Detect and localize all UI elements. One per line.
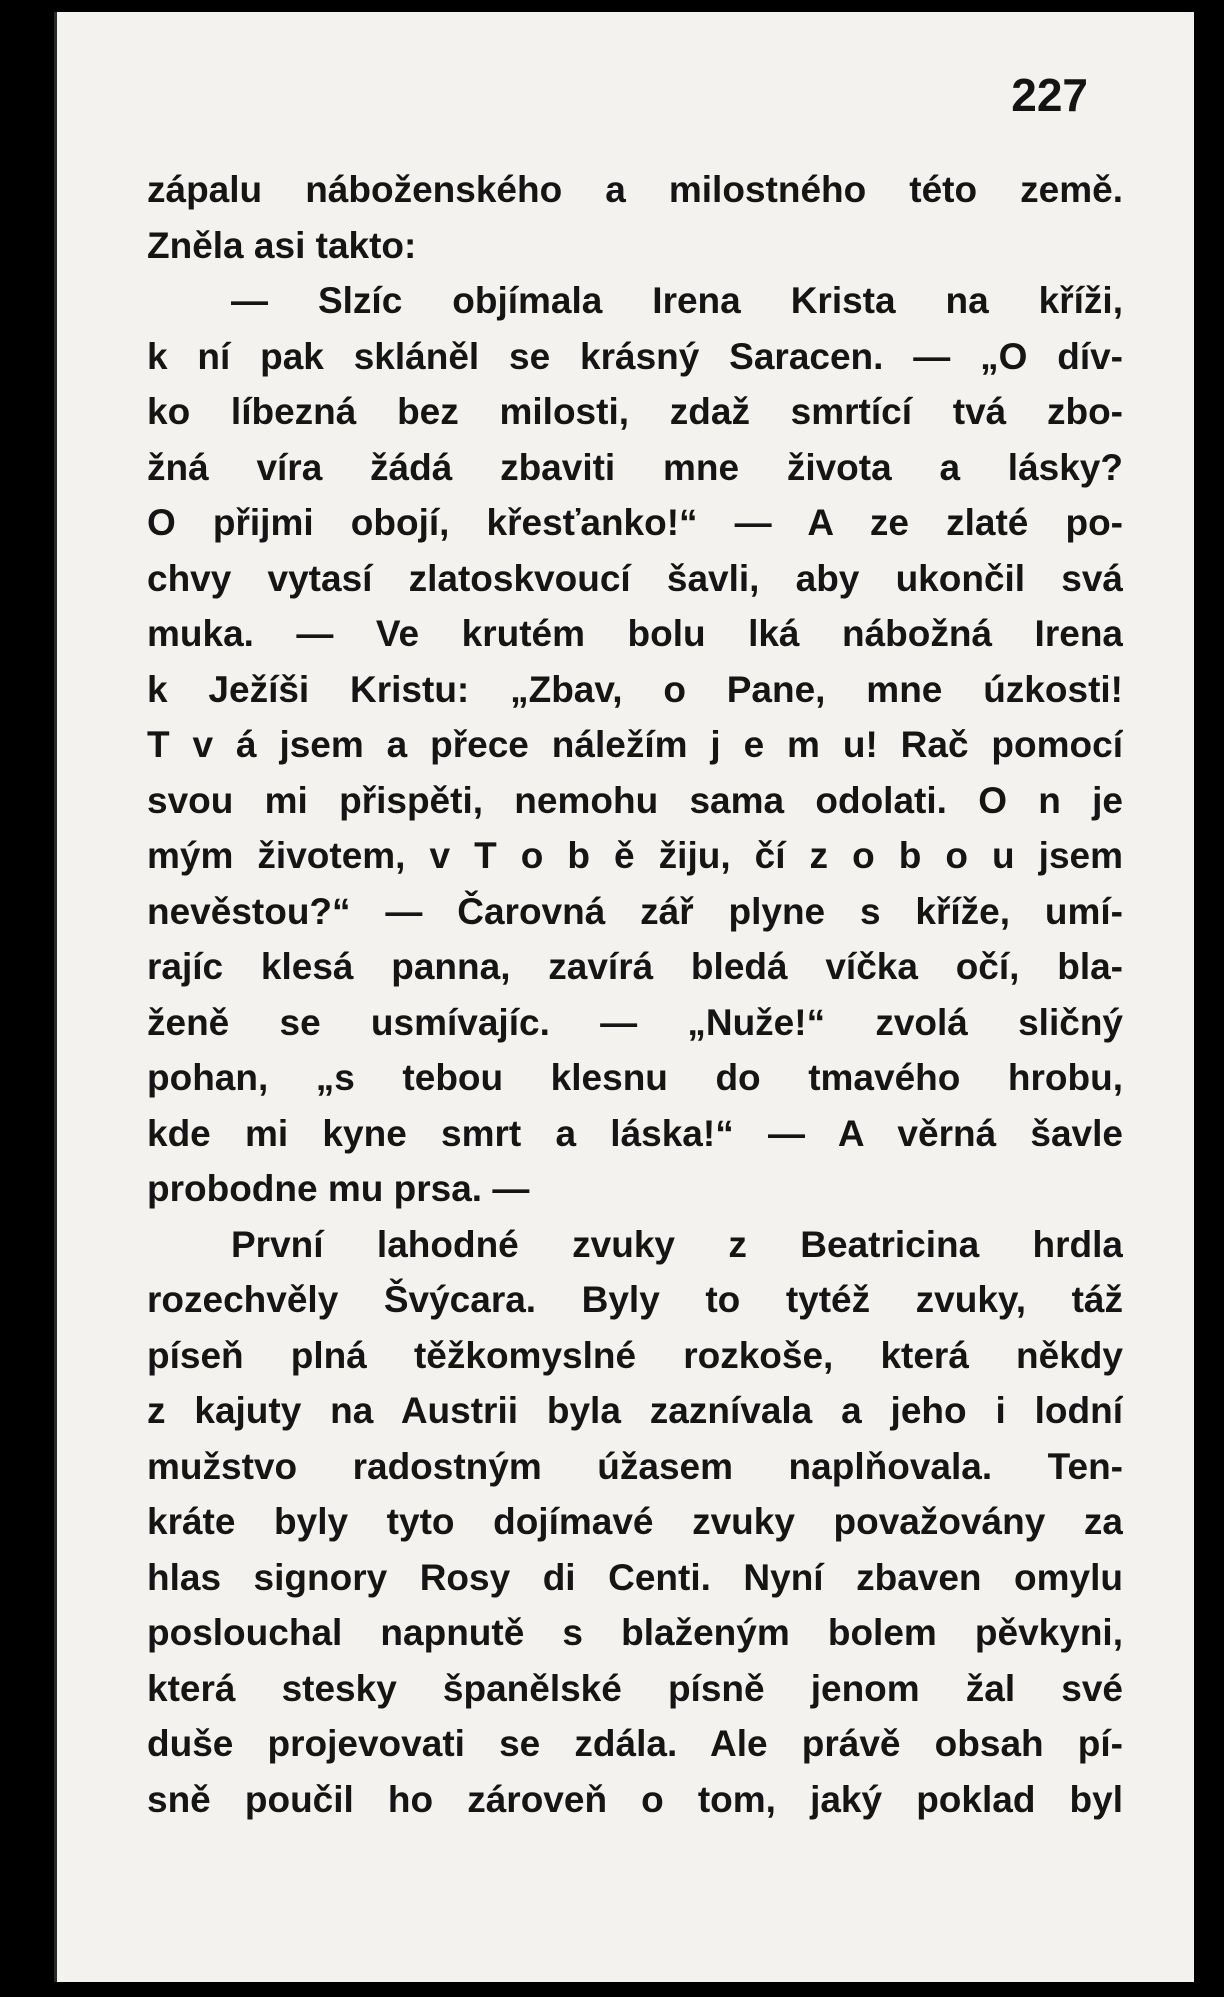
text-line: nevěstou?“ — Čarovná zář plyne s kříže, umí-: [147, 890, 1123, 932]
text-line: O přijmi obojí, křesťanko!“ — A ze zlaté po-: [147, 502, 1123, 543]
text-line: zápalu náboženského a milostného této země.: [147, 169, 1123, 210]
text-line: která stesky španělské písně jenom žal své: [147, 1667, 1123, 1709]
book-page: [54, 12, 1194, 1982]
text-line: kráte byly tyto dojímavé zvuky považovány za: [147, 1501, 1123, 1542]
text-line: hlas signory Rosy di Centi. Nyní zbaven omylu: [147, 1556, 1123, 1598]
text-line: chvy vytasí zlatoskvoucí šavli, aby ukončil svá: [147, 557, 1123, 599]
text-line: rajíc klesá panna, zavírá bledá víčka očí, bla-: [147, 946, 1123, 987]
page-text: [147, 162, 1123, 1827]
text-line: Zněla asi takto:: [147, 224, 417, 266]
text-line: První lahodné zvuky z Beatricina hrdla: [231, 1223, 1123, 1265]
text-line: k Ježíši Kristu: „Zbav, o Pane, mne úzkosti!: [147, 668, 1123, 710]
text-line: probodne mu prsa. —: [147, 1168, 530, 1209]
text-line: muka. — Ve krutém bolu lká nábožná Irena: [147, 613, 1123, 654]
text-line: ko líbezná bez milosti, zdaž smrtící tvá zbo-: [147, 391, 1123, 432]
text-line: duše projevovati se zdála. Ale právě obsah pí-: [147, 1723, 1123, 1764]
text-line: svou mi přispěti, nemohu sama odolati. O n je: [147, 779, 1123, 821]
text-line: — Slzíc objímala Irena Krista na kříži,: [231, 280, 1123, 321]
text-line: k ní pak skláněl se krásný Saracen. — „O dív-: [147, 335, 1123, 377]
text-line: mužstvo radostným úžasem naplňovala. Ten-: [147, 1445, 1123, 1487]
text-line: poslouchal napnutě s blaženým bolem pěvkyni,: [147, 1612, 1123, 1653]
text-line: T v á jsem a přece náležím j e m u! Rač pomocí: [147, 724, 1123, 765]
text-line: mým životem, v T o b ě žiju, čí z o b o u jsem: [147, 835, 1123, 876]
text-line: z kajuty na Austrii byla zaznívala a jeho i lodní: [147, 1390, 1123, 1431]
text-line: žná víra žádá zbaviti mne života a lásky?: [147, 446, 1123, 488]
text-line: píseň plná těžkomyslné rozkoše, která někdy: [147, 1334, 1123, 1376]
page-number: 227: [1011, 69, 1088, 121]
text-line: rozechvěly Švýcara. Byly to tytéž zvuky, táž: [147, 1279, 1123, 1320]
text-line: ženě se usmívajíc. — „Nuže!“ zvolá sličný: [147, 1001, 1123, 1043]
text-line: pohan, „s tebou klesnu do tmavého hrobu,: [147, 1057, 1123, 1098]
text-line: kde mi kyne smrt a láska!“ — A věrná šavle: [147, 1112, 1123, 1154]
text-line: sně poučil ho zároveň o tom, jaký poklad byl: [147, 1778, 1123, 1820]
